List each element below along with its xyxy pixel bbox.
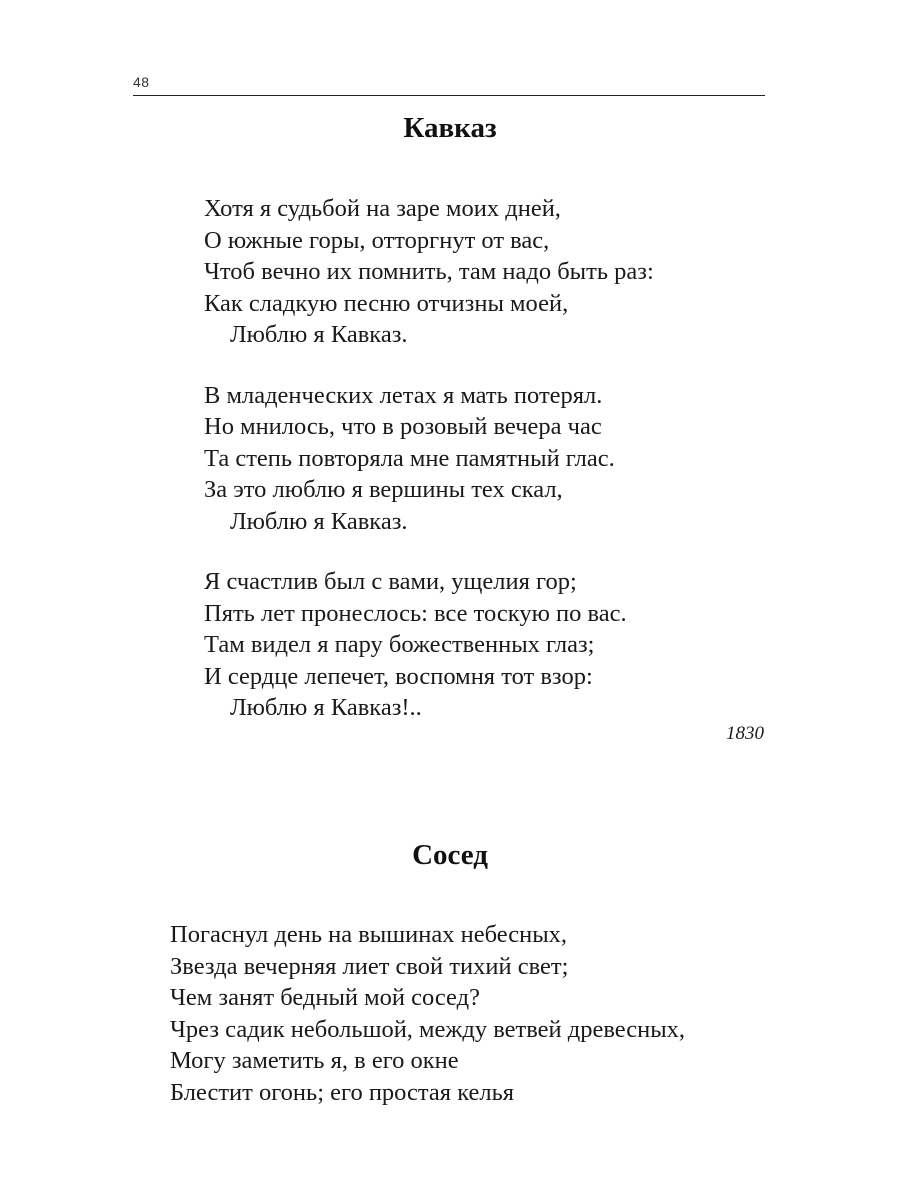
poem-line: Блестит огонь; его простая келья (170, 1078, 515, 1106)
poem-line: Чем занят бедный мой сосед? (170, 984, 480, 1011)
poem-line: Могу заметить я, в его окне (170, 1047, 459, 1074)
poem-line: И сердце лепечет, воспомня тот взор: (204, 662, 593, 690)
poem-line: Но мнилось, что в розовый вечера час (204, 413, 602, 440)
poem-line: Как сладкую песню отчизны моей, (204, 289, 569, 317)
page-number: 48 (133, 74, 150, 90)
poem-line: В младенческих летах я мать потерял. (204, 381, 603, 409)
poem-line: Хотя я судьбой на заре моих дней, (204, 195, 561, 222)
poem-refrain-line: Люблю я Кавказ. (230, 507, 408, 535)
header-rule (133, 95, 765, 96)
stanza (204, 566, 654, 724)
poem-line: О южные горы, отторгнут от вас, (204, 226, 550, 254)
poem-line: За это люблю я вершины тех скал, (204, 476, 563, 503)
poem-line: Та степь повторяла мне памятный глас. (204, 444, 615, 472)
poem-date: 1830 (726, 723, 764, 744)
poem-refrain-line: Люблю я Кавказ!.. (230, 694, 422, 721)
poem-line: Пять лет пронеслось: все тоскую по вас. (204, 599, 627, 627)
poem-body-kavkaz (204, 193, 654, 724)
poem-line: Я счастлив был с вами, ущелия гор; (204, 568, 577, 595)
poem-refrain-line: Люблю я Кавказ. (230, 321, 408, 348)
stanza (204, 193, 654, 351)
poem-line: Чрез садик небольшой, между ветвей древесных, (170, 1015, 686, 1043)
poem-title-sosed: Сосед (412, 839, 488, 871)
poem-line: Погаснул день на вышинах небесных, (170, 921, 568, 948)
poem-line: Там видел я пару божественных глаз; (204, 631, 595, 658)
stanza (204, 380, 654, 538)
poem-body-sosed (170, 919, 685, 1108)
stanza (170, 919, 685, 1108)
poem-line: Чтоб вечно их помнить, там надо быть раз: (204, 258, 654, 285)
poem-line: Звезда вечерняя лиет свой тихий свет; (170, 952, 569, 980)
poem-title-kavkaz: Кавказ (403, 112, 497, 144)
